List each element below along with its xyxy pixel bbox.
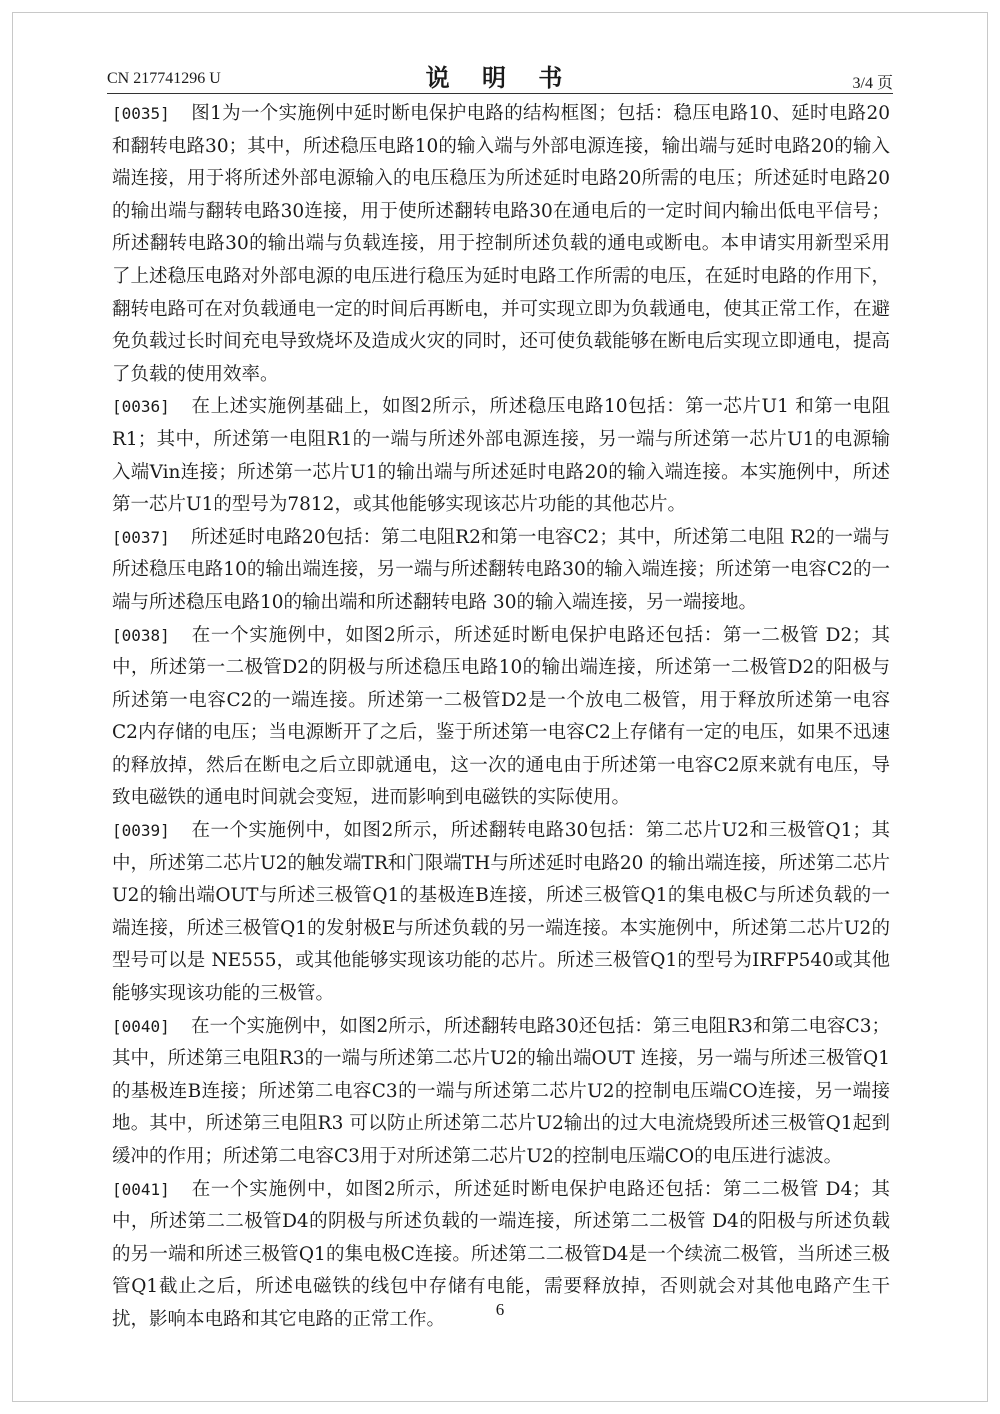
paragraph-0037 bbox=[112, 522, 890, 620]
paragraph-text: 在一个实施例中，如图2所示，所述翻转电路30包括：第二芯片U2和三极管Q1；其中，所述第二芯片U2的触发端TR和门限端TH与所述延时电路20 的输出端连接，所述第二芯片U2的输出端OUT与所述三极管Q1的基极连B连接，所述三极管Q1的集电极C与所述负载的一端连接，所述三极管Q1的发射极E与所述负载的另一端连接。本实施例中，所述第二芯片U2的型号可以是 NE555，或其他能够实现该功能的芯片。所述三极管Q1的型号为IRFP540或其他能够实现该功能的三极管。 bbox=[112, 820, 890, 1005]
paragraph-tag: [0035] bbox=[112, 104, 170, 123]
paragraph-tag: [0039] bbox=[112, 821, 170, 841]
paragraph-0035 bbox=[112, 98, 890, 391]
page-indicator: 3/4 页 bbox=[852, 75, 893, 92]
paragraph-text: 在一个实施例中，如图2所示，所述延时断电保护电路还包括：第一二极管 D2；其中，所述第一二极管D2的阴极与所述稳压电路10的输出端连接，所述第一二极管D2的阳极与所述第一电容C2的一端连接。所述第一二极管D2是一个放电二极管，用于释放所述第一电容C2内存储的电压；当电源断开了之后，鉴于所述第一电容C2上存储有一定的电压，如果不迅速的释放掉，然后在断电之后立即就通电，这一次的通电由于所述第一电容C2原来就有电压，导致电磁铁的通电时间就会变短，进而影响到电磁铁的实际使用。 bbox=[112, 624, 890, 809]
page-header bbox=[107, 58, 893, 94]
paragraph-0036 bbox=[112, 391, 890, 521]
paragraph-tag: [0038] bbox=[112, 625, 170, 645]
paragraph-text: 在上述实施例基础上，如图2所示，所述稳压电路10包括：第一芯片U1 和第一电阻R1；其中，所述第一电阻R1的一端与所述外部电源连接，另一端与所述第一芯片U1的电源输入端Vin连接；所述第一芯片U1的输出端与所述延时电路20的输入端连接。本实施例中，所述第一芯片U1的型号为7812，或其他能够实现该芯片功能的其他芯片。 bbox=[112, 396, 890, 516]
paragraph-text: 在一个实施例中，如图2所示，所述延时断电保护电路还包括：第二二极管 D4；其中，所述第二二极管D4的阴极与所述负载的一端连接，所述第二二极管 D4的阳极与所述负载的另一端和所述三极管Q1的集电极C连接。所述第二二极管D4是一个续流二极管，当所述三极管Q1截止之后，所述电磁铁的线包中存储有电能，需要释放掉，否则就会对其他电路产生干扰，影响本电路和其它电路的正常工作。 bbox=[112, 1178, 890, 1330]
document-body bbox=[112, 98, 890, 1337]
paragraph-tag: [0036] bbox=[112, 397, 170, 417]
page-number: 6 bbox=[495, 1300, 505, 1319]
paragraph-0038 bbox=[112, 620, 890, 816]
paragraph-text: 所述延时电路20包括：第二电阻R2和第一电容C2；其中，所述第二电阻 R2的一端与所述稳压电路10的输出端连接，另一端与所述翻转电路30的输入端连接；所述第一电容C2的一端与所述稳压电路10的输出端和所述翻转电路 30的输入端连接，另一端接地。 bbox=[112, 526, 890, 613]
paragraph-text: 在一个实施例中，如图2所示，所述翻转电路30还包括：第三电阻R3和第二电容C3；其中，所述第三电阻R3的一端与所述第二芯片U2的输出端OUT 连接，另一端与所述三极管Q1的基极连B连接；所述第二电容C3的一端与所述第二芯片U2的控制电压端CO连接，另一端接地。其中，所述第三电阻R3 可以防止所述第二芯片U2输出的过大电流烧毁所述三极管Q1起到缓冲的作用；所述第二电容C3用于对所述第二芯片U2的控制电压端CO的电压进行滤波。 bbox=[112, 1015, 890, 1167]
header-divider bbox=[107, 93, 893, 94]
paragraph-tag: [0037] bbox=[112, 527, 170, 547]
paragraph-0040 bbox=[112, 1011, 890, 1174]
paragraph-0039 bbox=[112, 815, 890, 1011]
paragraph-text: 图1为一个实施例中延时断电保护电路的结构框图；包括：稳压电路10、延时电路20和翻转电路30；其中，所述稳压电路10的输入端与外部电源连接，输出端与延时电路20的输入端连接，用于将所述外部电源输入的电压稳压为所述延时电路20所需的电压；所述延时电路20的输出端与翻转电路30连接，用于使所述翻转电路30在通电后的一定时间内输出低电平信号；所述翻转电路30的输出端与负载连接，用于控制所述负载的通电或断电。本申请实用新型采用了上述稳压电路对外部电源的电压进行稳压为延时电路工作所需的电压，在延时电路的作用下，翻转电路可在对负载通电一定的时间后再断电，并可实现立即为负载通电，使其正常工作，在避免负载过长时间充电导致烧坏及造成火灾的同时，还可使负载能够在断电后实现立即通电，提高了负载的使用效率。 bbox=[112, 103, 891, 385]
page-title: 说 明 书 bbox=[425, 63, 575, 92]
document-number: CN 217741296 U bbox=[107, 70, 221, 87]
paragraph-tag: [0040] bbox=[112, 1016, 170, 1036]
paragraph-tag: [0041] bbox=[112, 1179, 170, 1199]
